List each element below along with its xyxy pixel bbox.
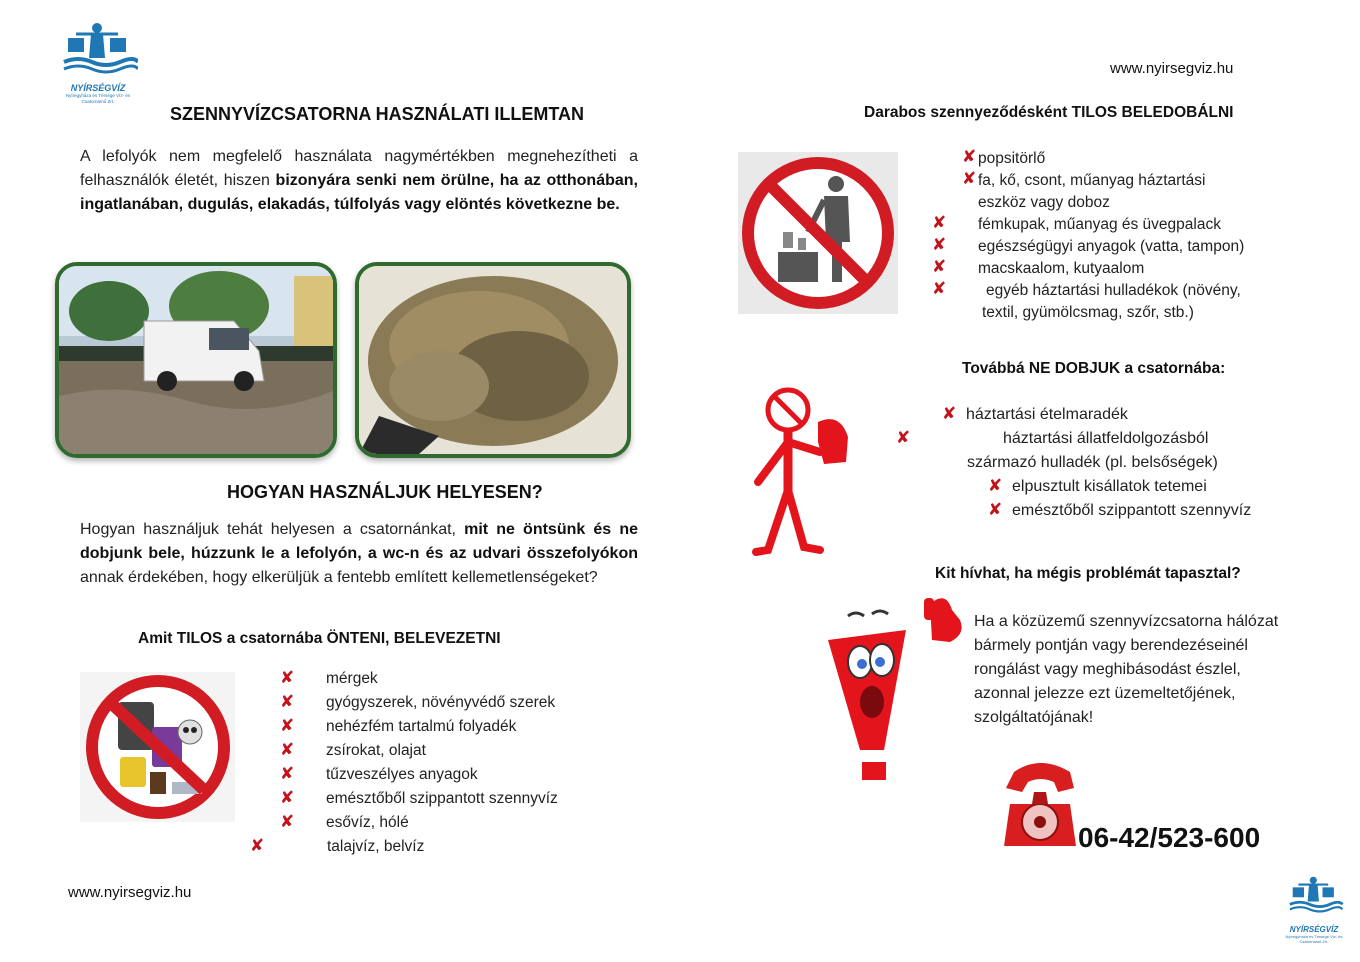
how-title: HOGYAN HASZNÁLJUK HELYESEN?	[227, 482, 543, 502]
call-text-line: bármely pontján vagy berendezéseinél	[974, 637, 1248, 654]
x-mark-icon: ✘	[932, 213, 947, 233]
logo-icon	[1282, 876, 1346, 920]
list-item	[930, 280, 1270, 302]
list-item	[250, 836, 630, 860]
list-item	[930, 148, 1270, 170]
call-text-line: szolgáltatójának!	[974, 709, 1094, 726]
list-item	[250, 692, 630, 716]
logo-top	[58, 22, 138, 102]
dont-item: emésztőből szippantott szennyvíz	[1012, 502, 1252, 519]
list-item	[250, 668, 630, 692]
call-text-line: Ha a közüzemű szennyvízcsatorna hálózat	[974, 613, 1279, 630]
list-item-continued	[896, 452, 1296, 476]
dont-item: elpusztult kisállatok tetemei	[1012, 478, 1207, 495]
call-text	[974, 610, 1314, 730]
list-item	[250, 788, 630, 812]
how-paragraph	[80, 518, 638, 590]
forbidden-item: talajvíz, belvíz	[327, 838, 425, 855]
list-item	[930, 170, 1270, 192]
solid-item: macskaalom, kutyaalom	[978, 260, 1145, 277]
forbidden-item: gyógyszerek, növényvédő szerek	[326, 694, 556, 711]
no-littering-icon	[738, 152, 898, 314]
list-item	[250, 716, 630, 740]
exclamation-mascot	[820, 590, 970, 785]
stop-figure	[720, 382, 870, 560]
how-text-bold: mit ne öntsünk és ne dobjunk bele, húzzunk le a lefolyón, a wc-n és az udvari összefolyókon	[80, 521, 639, 562]
exclamation-character-icon	[820, 590, 970, 785]
x-mark-icon: ✘	[932, 257, 947, 277]
forbidden-item: nehézfém tartalmú folyadék	[326, 718, 517, 735]
intro-bold-text: bizonyára senki nem örülne, ha az otthonában, ingatlanában, dugulás, elakadás, túlfolyás vagy elöntés következne be.	[80, 172, 638, 213]
call-title: Kit hívhat, ha mégis problémát tapasztal?	[935, 565, 1241, 582]
x-mark-icon: ✘	[932, 235, 947, 255]
forbidden-item: emésztőből szippantott szennyvíz	[326, 790, 558, 807]
call-text-line: azonnal jelezze ezt üzemeltetőjének,	[974, 685, 1236, 702]
x-mark-icon: ✘	[896, 428, 911, 448]
dont-item: háztartási állatfeldolgozásból	[1003, 430, 1209, 447]
flood-photo	[55, 262, 337, 458]
no-littering-sign	[738, 152, 898, 314]
website-link-top[interactable]: www.nyirsegviz.hu	[1110, 60, 1234, 77]
list-item	[896, 500, 1296, 524]
forbidden-item: esővíz, hólé	[326, 814, 409, 831]
list-item	[896, 476, 1296, 500]
list-item	[250, 740, 630, 764]
solid-item: popsitörlő	[978, 150, 1046, 167]
phone-number[interactable]: 06-42/523-600	[1078, 822, 1261, 853]
how-text-a: Hogyan használjuk tehát helyesen a csatornánkat,	[80, 521, 465, 538]
x-mark-icon: ✘	[280, 788, 295, 808]
solid-item: egyéb háztartási hulladékok (növény,	[986, 282, 1241, 299]
logo-tagline: Nyíregyháza és Térsége Víz- és Csatornamű Zrt.	[1285, 934, 1343, 944]
solid-item: fémkupak, műanyag és üvegpalack	[978, 216, 1221, 233]
forbidden-title: Amit TILOS a csatornába ÖNTENI, BELEVEZETNI	[138, 630, 501, 647]
list-item-continued	[930, 302, 1270, 324]
forbidden-item: zsírokat, olajat	[326, 742, 426, 759]
x-mark-icon: ✘	[962, 147, 977, 167]
dont-throw-title: Továbbá NE DOBJUK a csatornába:	[962, 360, 1226, 377]
intro-text: A lefolyók nem megfelelő használata nagymértékben megnehezítheti a felhasználók életét, hiszen	[80, 148, 638, 189]
list-item	[250, 764, 630, 788]
solid-waste-title: Darabos szennyeződésként TILOS BELEDOBÁLNI	[864, 104, 1234, 121]
call-text-line: rongálást vagy meghibásodást észlel,	[974, 661, 1241, 678]
stop-man-icon	[720, 382, 870, 560]
solid-item: eszköz vagy doboz	[978, 194, 1110, 211]
telephone-icon	[1000, 758, 1080, 850]
logo-name: NYÍRSÉGVÍZ	[70, 83, 126, 93]
page-title: SZENNYVÍZCSATORNA HASZNÁLATI ILLEMTAN	[170, 104, 584, 124]
telephone-image	[1000, 758, 1080, 850]
x-mark-icon: ✘	[280, 740, 295, 760]
logo-tagline: Nyíregyháza és Térsége Víz- és Csatornamű Zrt.	[65, 93, 131, 104]
clog-photo	[355, 262, 631, 458]
list-item-continued	[930, 192, 1270, 214]
flooded-street-image	[59, 266, 333, 454]
list-item	[930, 214, 1270, 236]
list-item	[896, 404, 1296, 428]
x-mark-icon: ✘	[280, 716, 295, 736]
solid-item: fa, kő, csont, műanyag háztartási	[978, 172, 1206, 189]
list-item	[930, 258, 1270, 280]
logo-name: NYÍRSÉGVÍZ	[1289, 925, 1339, 934]
how-text-c: annak érdekében, hogy elkerüljük a fentebb említett kellemetlenségeket?	[80, 569, 598, 586]
logo-icon	[58, 22, 138, 84]
dont-item: háztartási ételmaradék	[966, 406, 1128, 423]
no-chemicals-sign	[80, 672, 235, 822]
list-item	[250, 812, 630, 836]
logo-bottom	[1282, 876, 1346, 944]
x-mark-icon: ✘	[280, 812, 295, 832]
x-mark-icon: ✘	[942, 404, 957, 424]
x-mark-icon: ✘	[280, 764, 295, 784]
x-mark-icon: ✘	[988, 476, 1003, 496]
x-mark-icon: ✘	[962, 169, 977, 189]
x-mark-icon: ✘	[280, 668, 295, 688]
list-item	[930, 236, 1270, 258]
solid-item: textil, gyümölcsmag, szőr, stb.)	[982, 304, 1194, 321]
x-mark-icon: ✘	[280, 692, 295, 712]
sewer-clog-image	[359, 266, 627, 454]
solid-item: egészségügyi anyagok (vatta, tampon)	[978, 238, 1245, 255]
forbidden-item: tűzveszélyes anyagok	[326, 766, 478, 783]
website-link-bottom[interactable]: www.nyirsegviz.hu	[68, 884, 192, 901]
intro-paragraph	[80, 145, 638, 217]
x-mark-icon: ✘	[250, 836, 265, 856]
list-item	[896, 428, 1296, 452]
dont-item: származó hulladék (pl. belsőségek)	[967, 454, 1218, 471]
forbidden-item: mérgek	[326, 670, 378, 687]
x-mark-icon: ✘	[932, 279, 947, 299]
no-chemicals-icon	[80, 672, 235, 822]
x-mark-icon: ✘	[988, 500, 1003, 520]
